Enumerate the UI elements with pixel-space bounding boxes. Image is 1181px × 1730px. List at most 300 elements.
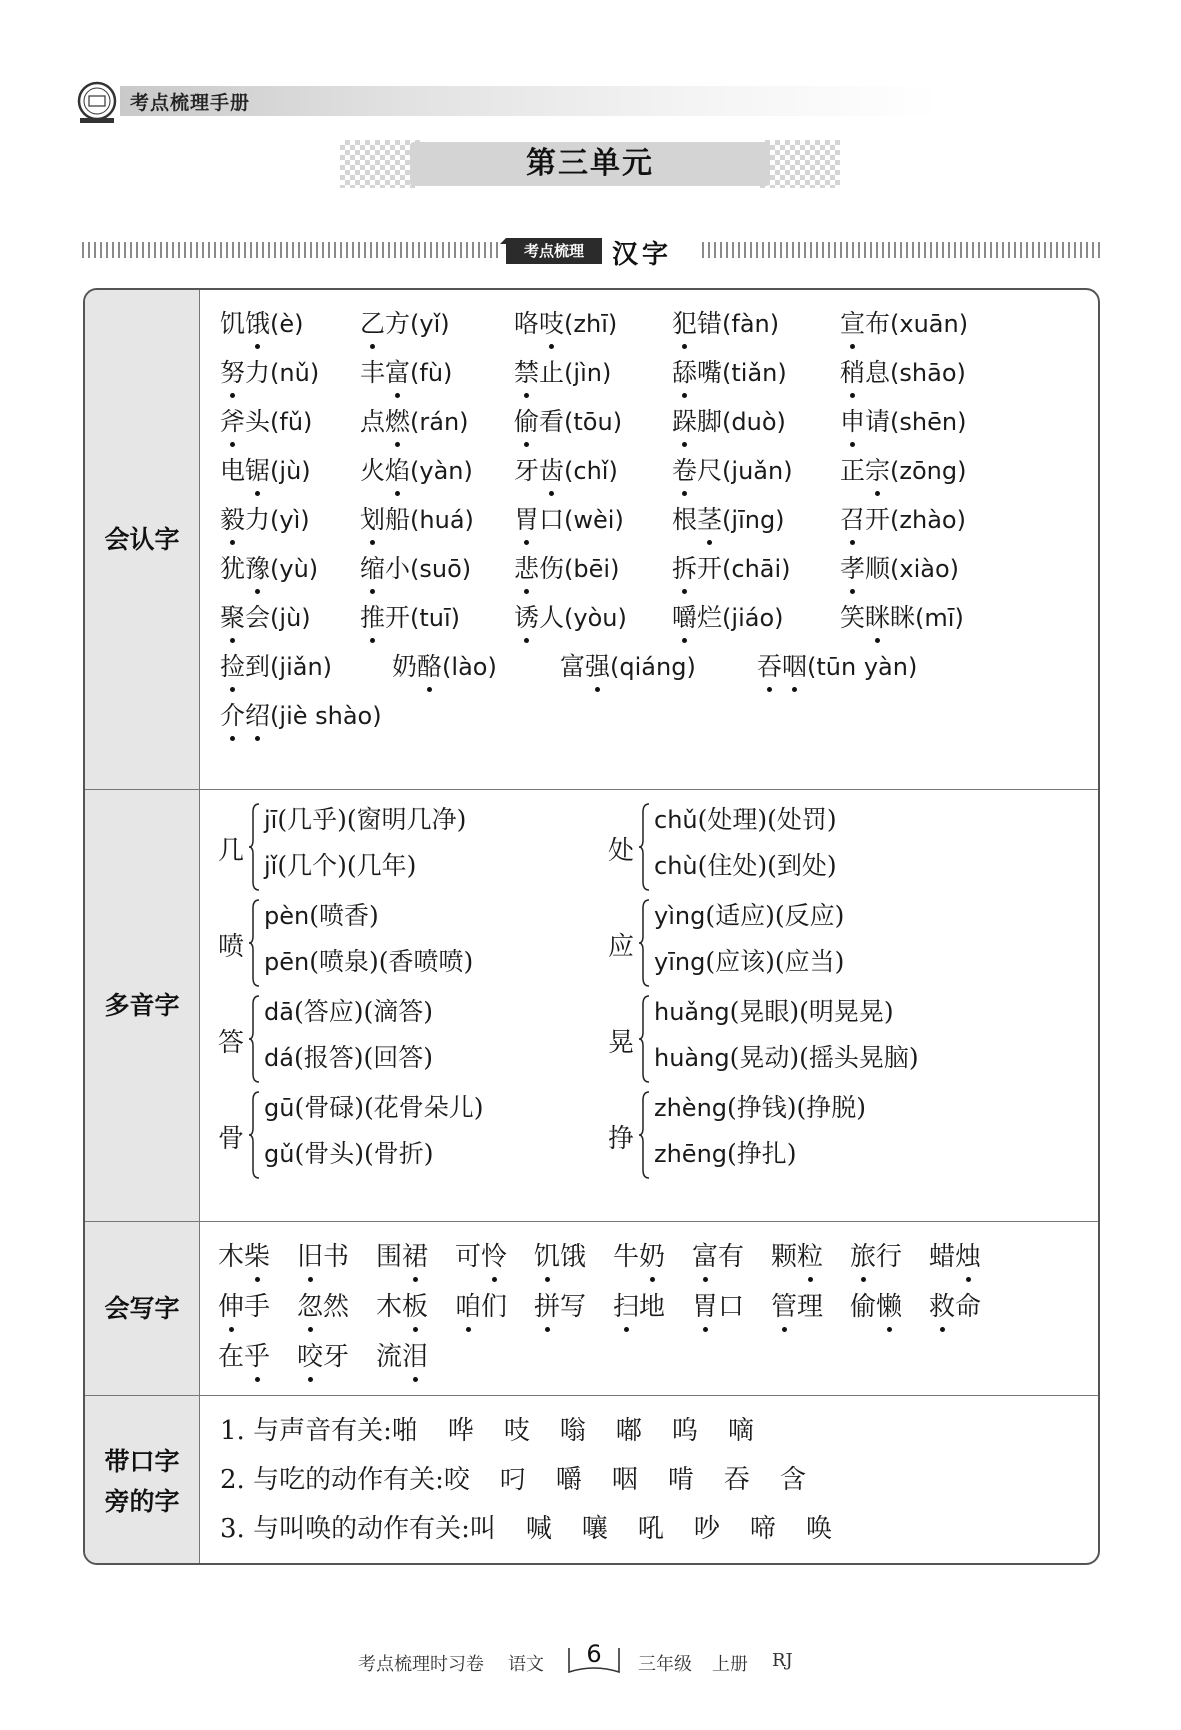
reading-pinyin: dā (264, 998, 294, 1026)
write-word (613, 1236, 665, 1273)
vocab-item (840, 402, 966, 438)
reading-words: (应该)(应当) (705, 947, 845, 976)
write-char: 颗 (771, 1242, 798, 1272)
polyphone-reading (654, 942, 844, 978)
vocab-char: 头 (245, 407, 271, 436)
radical-char: 唤 (805, 1514, 832, 1544)
vocab-char: 开 (865, 505, 891, 534)
write-char: 然 (323, 1292, 350, 1322)
footer-grade: 三年级 (638, 1654, 692, 1675)
vocab-item (840, 304, 968, 340)
row-label-radical-line2: 旁的字 (104, 1486, 180, 1516)
vocab-pinyin: (fǔ) (270, 408, 313, 436)
vocab-pinyin: (yòu) (564, 604, 627, 632)
write-char: 蜡 (929, 1242, 956, 1272)
vocab-pinyin: (nǔ) (270, 359, 320, 387)
page-header (76, 80, 996, 124)
radical-char: 嘟 (615, 1416, 642, 1446)
vocab-char-marked: 稍 (840, 353, 865, 389)
vocab-pinyin: (fàn) (722, 310, 780, 338)
radical-char: 叼 (499, 1465, 526, 1495)
vocab-char: 嘴 (697, 358, 723, 387)
vocab-char-marked: 毅 (220, 500, 245, 536)
write-word (297, 1286, 349, 1323)
vocab-char: 丰 (360, 358, 386, 387)
reading-pinyin: huàng (654, 1044, 730, 1072)
polyphone-reading (654, 1038, 919, 1074)
brace-icon (638, 1090, 650, 1180)
vocab-pinyin: (wèi) (564, 506, 624, 534)
write-word (534, 1286, 586, 1323)
row-write (85, 1222, 1098, 1396)
row-recognize (85, 290, 1098, 790)
vocab-item (514, 304, 617, 340)
radical-char: 吱 (503, 1416, 530, 1446)
vocab-pinyin: (zhī) (564, 310, 618, 338)
reading-words: (喷香) (309, 901, 379, 930)
reading-pinyin: jī (264, 806, 278, 834)
vocab-pinyin: (duò) (722, 408, 786, 436)
divider-right (702, 242, 1100, 258)
vocab-char-marked: 齿 (539, 451, 564, 487)
vocab-char-marked: 富 (385, 353, 410, 389)
vocab-char-marked: 焰 (385, 451, 410, 487)
banner-pattern-left (340, 140, 420, 188)
vocab-item (672, 598, 783, 634)
write-char: 咱 (455, 1286, 481, 1323)
write-char: 扫 (613, 1286, 639, 1323)
reading-pinyin: zhèng (654, 1094, 728, 1122)
section-tag: 考点梳理 (506, 238, 602, 264)
write-char: 拼 (534, 1286, 560, 1323)
reading-pinyin: yīng (654, 948, 706, 976)
radical-char: 咬 (443, 1465, 470, 1495)
write-char: 可 (455, 1242, 482, 1272)
vocab-item (560, 647, 696, 683)
vocab-pinyin: (è) (270, 310, 304, 338)
vocab-item (840, 451, 966, 487)
vocab-pinyin: (zōng) (890, 457, 967, 485)
vocab-pinyin: (huá) (410, 506, 474, 534)
reading-words: (几乎)(窗明几净) (277, 805, 467, 834)
radical-category: 3. 与叫唤的动作有关: (220, 1514, 470, 1544)
unit-banner (340, 140, 840, 188)
polyphone-reading (654, 846, 837, 882)
reading-words: (骨碌)(花骨朵儿) (294, 1093, 484, 1122)
radical-line (220, 1410, 784, 1447)
write-char: 手 (244, 1292, 271, 1322)
vocab-item (514, 451, 618, 487)
reading-words: (几个)(几年) (277, 851, 417, 880)
vocab-char-marked: 斧 (220, 402, 245, 438)
vocab-pinyin: (tōu) (564, 408, 623, 436)
reading-words: (答应)(滴答) (293, 997, 433, 1026)
reading-pinyin: zhēng (654, 1140, 728, 1168)
polyphone-reading (264, 1088, 483, 1124)
vocab-char-marked: 强 (585, 647, 610, 683)
polyphone-reading (264, 1134, 433, 1170)
vocab-char: 顺 (865, 554, 891, 583)
write-char: 命 (955, 1292, 982, 1322)
vocab-char: 错 (697, 309, 723, 338)
write-char: 乎 (244, 1336, 270, 1373)
vocab-item (672, 304, 779, 340)
vocab-item (840, 353, 966, 389)
radical-char: 叫 (469, 1514, 496, 1544)
vocab-char-marked: 绍 (245, 696, 270, 732)
vocab-char: 笑 (840, 603, 866, 632)
polyphone-reading (654, 992, 894, 1028)
vocab-item (672, 500, 785, 536)
write-char: 旧 (297, 1236, 323, 1273)
polyphone-reading (264, 992, 433, 1028)
vocab-item (220, 402, 312, 438)
vocab-item (360, 451, 473, 487)
vocab-pinyin: (zhào) (890, 506, 966, 534)
write-word (376, 1336, 428, 1373)
write-word (692, 1286, 744, 1323)
write-char: 理 (797, 1292, 824, 1322)
vocab-char: 咯 (514, 309, 540, 338)
polyphone-reading (654, 1134, 797, 1170)
write-char: 救 (929, 1286, 955, 1323)
vocab-char: 犹 (220, 554, 246, 583)
write-char: 怜 (481, 1236, 507, 1273)
vocab-char: 到 (245, 652, 271, 681)
vocab-item (360, 549, 471, 585)
vocab-char: 饥 (220, 309, 246, 338)
vocab-char-marked: 宗 (865, 451, 890, 487)
footer-book: 考点梳理时习卷 (358, 1654, 484, 1675)
reading-words: (挣钱)(挣脱) (727, 1093, 867, 1122)
vocab-char-marked: 介 (220, 696, 245, 732)
reading-words: (处理)(处罚) (697, 805, 837, 834)
write-char: 口 (718, 1292, 745, 1322)
vocab-pinyin: (bēi) (564, 555, 620, 583)
vocab-item (220, 451, 311, 487)
vocab-pinyin: (xiào) (890, 555, 960, 583)
vocab-char: 力 (245, 358, 271, 387)
vocab-char-marked: 胃 (514, 500, 539, 536)
vocab-pinyin: (jīng) (722, 506, 785, 534)
vocab-char-marked: 酪 (417, 647, 442, 683)
row-label-recognize: 会认字 (85, 290, 200, 789)
polyphone-reading (654, 800, 837, 836)
radical-char: 嚼 (555, 1465, 582, 1495)
vocab-char: 会 (245, 603, 271, 632)
reading-pinyin: pēn (264, 948, 310, 976)
radical-char: 吞 (723, 1465, 750, 1495)
vocab-pinyin: (yù) (270, 555, 319, 583)
vocab-char: 富 (560, 652, 586, 681)
write-word (218, 1286, 270, 1323)
write-char: 饥 (534, 1236, 560, 1273)
vocab-pinyin: (fù) (410, 359, 453, 387)
vocab-pinyin: (shāo) (890, 359, 966, 387)
vocab-char: 脚 (697, 407, 723, 436)
radical-char: 嘀 (727, 1416, 754, 1446)
row-label-polyphone: 多音字 (85, 790, 200, 1221)
vocab-char-marked: 召 (840, 500, 865, 536)
logo-seal-icon (76, 80, 118, 124)
vocab-item (220, 353, 319, 389)
polyphone-char: 应 (608, 932, 635, 962)
reading-pinyin: pèn (264, 902, 310, 930)
write-char: 牛 (613, 1242, 640, 1272)
vocab-char-marked: 豫 (245, 549, 270, 585)
radical-char: 啃 (667, 1465, 694, 1495)
vocab-char: 布 (865, 309, 891, 338)
write-word (455, 1286, 507, 1323)
section-title: 汉字 (612, 240, 673, 270)
write-word (218, 1336, 270, 1373)
vocab-pinyin: (lào) (442, 653, 497, 681)
brace-icon (638, 898, 650, 988)
write-char: 书 (323, 1242, 350, 1272)
radical-char: 嗡 (559, 1416, 586, 1446)
vocab-char-marked: 嚼 (672, 598, 697, 634)
write-char: 木 (376, 1292, 403, 1322)
polyphone-reading (264, 800, 466, 836)
write-char: 地 (639, 1292, 666, 1322)
radical-body (202, 1396, 1098, 1565)
radical-char: 啪 (391, 1416, 418, 1446)
vocab-char-marked: 咽 (782, 647, 807, 683)
write-char: 奶 (639, 1236, 665, 1273)
write-char: 行 (876, 1242, 903, 1272)
write-char: 懒 (876, 1286, 902, 1323)
write-char: 粒 (797, 1236, 823, 1273)
vocab-char: 人 (539, 603, 565, 632)
polyphone-reading (264, 846, 416, 882)
write-word (929, 1236, 981, 1273)
write-word (376, 1286, 428, 1323)
vocab-item (220, 647, 332, 683)
write-body (202, 1222, 1098, 1395)
vocab-item (840, 598, 964, 634)
vocab-char-marked: 悲 (514, 549, 539, 585)
polyphone-body (202, 790, 1098, 1221)
reading-words: (住处)(到处) (697, 851, 837, 880)
write-word (376, 1236, 428, 1273)
vocab-char-marked: 卷 (672, 451, 697, 487)
row-polyphone (85, 790, 1098, 1222)
vocab-char: 眯 (890, 603, 916, 632)
polyphone-reading (264, 896, 379, 932)
write-char: 泪 (402, 1336, 428, 1373)
row-label-write: 会写字 (85, 1222, 200, 1395)
write-word (850, 1236, 902, 1273)
vocab-item (220, 696, 382, 732)
brace-icon (248, 802, 260, 892)
reading-pinyin: dá (264, 1044, 294, 1072)
write-word (771, 1236, 823, 1273)
footer-volume: 上册 (712, 1654, 748, 1675)
polyphone-char: 骨 (218, 1124, 245, 1154)
write-char: 饿 (560, 1242, 587, 1272)
write-char: 木 (218, 1242, 245, 1272)
vocab-char-marked: 乙 (360, 304, 385, 340)
vocab-item (757, 647, 917, 683)
write-char: 流 (376, 1342, 403, 1372)
write-char: 旅 (850, 1236, 876, 1273)
vocab-item (514, 353, 611, 389)
vocab-item (672, 353, 787, 389)
radical-chars (392, 1416, 784, 1446)
vocab-item (514, 598, 627, 634)
polyphone-reading (264, 942, 473, 978)
vocab-char-marked: 孝 (840, 549, 865, 585)
vocab-item (360, 500, 474, 536)
radical-char: 啼 (749, 1514, 776, 1544)
brace-icon (248, 898, 260, 988)
vocab-char-marked: 眯 (865, 598, 890, 634)
vocab-item (514, 402, 622, 438)
vocab-char: 口 (539, 505, 565, 534)
polyphone-reading (264, 1038, 433, 1074)
footer-edition: RJ (772, 1650, 793, 1671)
brace-icon (248, 1090, 260, 1180)
vocab-pinyin: (jù) (270, 457, 311, 485)
vocab-item (392, 647, 497, 683)
vocab-pinyin: (jìn) (564, 359, 612, 387)
page-number: 6 (586, 1640, 602, 1668)
write-char: 富 (692, 1236, 718, 1273)
vocab-pinyin: (jiáo) (722, 604, 784, 632)
row-label-radical (85, 1396, 200, 1565)
page-footer (0, 1640, 1181, 1680)
vocab-item (220, 598, 311, 634)
brace-icon (638, 994, 650, 1084)
reading-pinyin: yìng (654, 902, 706, 930)
write-char: 烛 (955, 1236, 981, 1273)
vocab-pinyin: (mī) (915, 604, 964, 632)
polyphone-char: 喷 (218, 932, 245, 962)
vocab-pinyin: (suō) (410, 555, 472, 583)
vocab-item (672, 549, 791, 585)
write-word (297, 1336, 349, 1373)
vocab-pinyin: (rán) (410, 408, 469, 436)
vocab-pinyin: (chāi) (722, 555, 791, 583)
vocab-char-marked: 诱 (514, 598, 539, 634)
vocab-char: 止 (539, 358, 565, 387)
reading-pinyin: jǐ (264, 852, 278, 880)
vocab-char: 点 (360, 407, 386, 436)
reading-words: (晃动)(摇头晃脑) (729, 1043, 919, 1072)
write-word (297, 1236, 349, 1273)
section-heading (82, 234, 1100, 268)
write-char: 在 (218, 1342, 245, 1372)
radical-char: 呜 (671, 1416, 698, 1446)
radical-chars (470, 1514, 862, 1544)
vocab-pinyin: (jiè shào) (270, 702, 382, 730)
vocab-pinyin: (yì) (270, 506, 310, 534)
vocab-item (360, 304, 450, 340)
write-char: 裙 (402, 1236, 428, 1273)
header-title: 考点梳理手册 (130, 92, 251, 114)
vocab-char: 开 (385, 603, 411, 632)
vocab-char: 牙 (514, 456, 540, 485)
vocab-item (672, 402, 786, 438)
vocab-char: 烂 (697, 603, 723, 632)
vocab-item (672, 451, 793, 487)
vocab-item (514, 549, 619, 585)
banner-pattern-right (760, 140, 840, 188)
vocab-item (220, 500, 310, 536)
reading-pinyin: chǔ (654, 806, 698, 834)
write-char: 有 (718, 1242, 745, 1272)
vocab-char: 电 (220, 456, 246, 485)
vocab-pinyin: (yǐ) (410, 310, 450, 338)
vocab-item (840, 500, 966, 536)
write-word (692, 1236, 744, 1273)
polyphone-char: 处 (608, 836, 635, 866)
vocab-char: 小 (385, 554, 411, 583)
vocab-char-marked: 聚 (220, 598, 245, 634)
reading-pinyin: chù (654, 852, 698, 880)
vocab-pinyin: (shēn) (890, 408, 967, 436)
write-char: 围 (376, 1242, 403, 1272)
write-char: 偷 (850, 1292, 877, 1322)
footer-subject: 语文 (508, 1654, 544, 1675)
write-char: 胃 (692, 1286, 718, 1323)
write-char: 管 (771, 1286, 797, 1323)
vocab-char-marked: 饿 (245, 304, 270, 340)
vocab-char-marked: 偷 (514, 402, 539, 438)
vocab-pinyin: (yàn) (410, 457, 473, 485)
vocab-pinyin: (juǎn) (722, 457, 793, 485)
vocab-char: 根 (672, 505, 698, 534)
write-char: 板 (402, 1286, 428, 1323)
vocab-pinyin: (tiǎn) (722, 359, 787, 387)
vocab-char-marked: 禁 (514, 353, 539, 389)
vocab-item (220, 549, 318, 585)
reading-pinyin: huǎng (654, 998, 730, 1026)
vocab-char-marked: 舔 (672, 353, 697, 389)
vocab-char: 奶 (392, 652, 418, 681)
polyphone-char: 挣 (608, 1124, 635, 1154)
radical-char: 含 (779, 1465, 806, 1495)
divider-left (82, 242, 500, 258)
vocab-char-marked: 拆 (672, 549, 697, 585)
vocab-pinyin: (chǐ) (564, 457, 618, 485)
vocab-char: 请 (865, 407, 891, 436)
vocab-char-marked: 缩 (360, 549, 385, 585)
row-radical (85, 1396, 1098, 1565)
write-char: 们 (481, 1292, 508, 1322)
radical-char: 喊 (525, 1514, 552, 1544)
reading-words: (报答)(回答) (293, 1043, 433, 1072)
vocab-char-marked: 申 (840, 402, 865, 438)
vocab-item (360, 402, 469, 438)
vocab-char-marked: 努 (220, 353, 245, 389)
radical-char: 嚷 (581, 1514, 608, 1544)
vocab-char: 力 (245, 505, 271, 534)
radical-category: 1. 与声音有关: (220, 1416, 392, 1446)
reading-words: (适应)(反应) (705, 901, 845, 930)
vocab-char-marked: 犯 (672, 304, 697, 340)
vocab-char-marked: 捡 (220, 647, 245, 683)
vocab-char-marked: 推 (360, 598, 385, 634)
brace-icon (248, 994, 260, 1084)
vocab-item (360, 353, 452, 389)
write-char: 伸 (218, 1286, 244, 1323)
write-word (771, 1286, 823, 1323)
radical-line (220, 1508, 862, 1545)
vocab-char: 伤 (539, 554, 565, 583)
vocab-char-marked: 吞 (757, 647, 782, 683)
radical-chars (444, 1465, 836, 1495)
